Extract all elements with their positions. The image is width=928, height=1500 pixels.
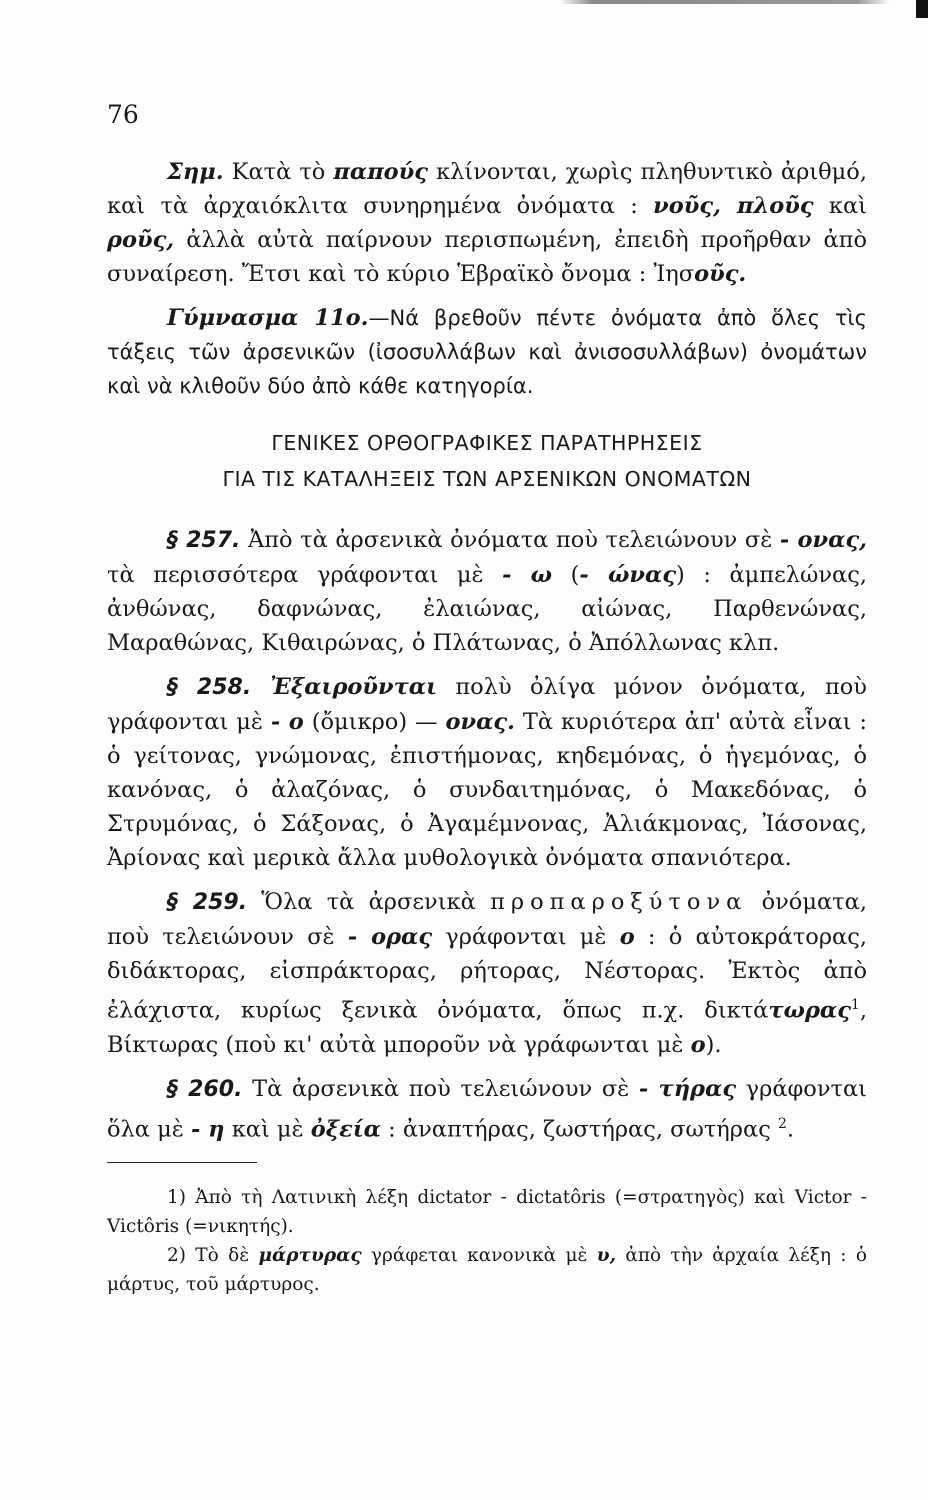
para-text: γράφονται μὲ	[432, 924, 620, 950]
exercise-paragraph	[107, 301, 867, 403]
section-number: § 258.	[167, 675, 252, 700]
para-emph: - η	[191, 1116, 225, 1142]
para-emph: - ονας,	[779, 527, 867, 553]
para-emph: τωρας	[768, 997, 851, 1024]
section-number: § 260.	[167, 1076, 243, 1102]
scan-edge	[560, 0, 890, 4]
para-text: Ἀπὸ τὰ ἀρσενικὰ ὀνόματα ποὺ τελειώνουν σὲ	[240, 527, 780, 553]
para-text: πολὺ ὀλίγα μόνον ὀνόματα, ποὺ γράφονται μὲ	[107, 674, 867, 735]
para-text: Ὅλα τὰ ἀρσενικὰ	[247, 889, 491, 915]
paragraph-257	[107, 523, 867, 660]
para-text: Τὰ κυριότερα ἀπ' αὐτὰ εἶναι : ὁ γείτονας, γνώμονας, ἐπιστήμονας, κηδεμόνας, ὁ ἡγεμόνας, ὁ κανόνας, ὁ ἀλαζόνας, ὁ συνδαιτημόνας, ὁ Μακεδόνας, ὁ Στρυμόνας, ὁ Σάξονας, ὁ Ἀγαμέμνονας, Ἀλιάκμονας, Ἰάσονας, Ἀρίονας καὶ μερικὰ ἄλλα μυθολογικὰ ὀνόματα σπανιότερα.	[107, 709, 867, 871]
footnote-ref: 1	[850, 997, 860, 1013]
para-spaced: προπαροξύτονα	[490, 889, 748, 915]
para-text: γράφονται ὅλα μὲ	[107, 1075, 867, 1142]
para-text: ) : ἀμπελώνας, ἀνθώνας, δαφνώνας, ἐλαιώνας, αἰώνας, Παρθενώνας, Μαραθώνας, Κιθαιρώνας, ὁ Πλάτωνας, ὁ Ἀπόλλωνας κλπ.	[107, 562, 867, 656]
heading-line-1: ΓΕΝΙΚΕΣ ΟΡΘΟΓΡΑΦΙΚΕΣ ΠΑΡΑΤΗΡΗΣΕΙΣ	[271, 431, 703, 455]
section-heading	[107, 425, 867, 497]
paragraph-258	[107, 670, 867, 875]
para-text: : ἀναπτήρας, ζωστήρας, σωτήρας	[381, 1116, 778, 1142]
footnote-divider	[107, 1162, 257, 1163]
para-text: .	[786, 1116, 795, 1142]
footnote-emph: υ,	[596, 1245, 617, 1266]
note-label: Σημ.	[167, 159, 224, 185]
footnote-1: 1) Ἀπὸ τὴ Λατινικὴ λέξη dictator - dictatôris (=στρατηγὸς) καὶ Victor - Victôris (=νικητής).	[107, 1187, 867, 1237]
para-text: (ὄμικρο) —	[303, 709, 446, 735]
footnote-text: γράφεται κανονικὰ μὲ	[361, 1245, 597, 1266]
page-number: 76	[107, 100, 139, 129]
paragraph-259	[107, 885, 867, 1062]
para-emph: - ω	[502, 562, 553, 588]
para-text: ὀνόματα, ποὺ τελειώνουν σὲ	[107, 889, 867, 950]
para-text: , Βίκτωρας (ποὺ κι' αὐτὰ μποροῦν νὰ γράφωνται μὲ	[107, 997, 867, 1058]
para-text: τὰ περισσότερα γράφονται μὲ	[107, 562, 503, 588]
para-emph: ο	[690, 1031, 706, 1058]
note-emph: ρoῦς,	[107, 227, 175, 253]
para-emph: - ώνας	[579, 562, 677, 588]
section-number: § 257.	[167, 528, 241, 553]
para-text: ).	[705, 1031, 722, 1058]
note-text: Κατὰ τὸ	[223, 159, 334, 185]
footnote-ref: 2	[777, 1115, 787, 1132]
note-text: καὶ	[813, 193, 867, 219]
para-text: (	[552, 562, 580, 588]
para-emph: ονας.	[445, 709, 515, 735]
para-emph: - ορας	[347, 924, 433, 950]
note-text: κλίνονται, χωρὶς πληθυντικὸ ἀριθμό, καὶ τὰ ἀρχαιόκλιτα συνηρημένα ὀνόματα :	[107, 159, 867, 219]
footnote-2	[107, 1241, 867, 1299]
footnote-text: 2) Τὸ δὲ	[167, 1245, 259, 1266]
para-emph: - ο	[270, 709, 304, 735]
para-emph: ο	[619, 924, 635, 950]
note-emph: παπούς	[333, 159, 428, 185]
exercise-text: —Νά βρεθοῦν πέντε ὀνόματα ἀπὸ ὅλες τὶς τάξεις τῶν ἀρσενικῶν (ἰσοσυλλάβων καὶ ἀνισοσυλλάβων) ὀνομάτων καὶ νὰ κλιθοῦν δύο ἀπὸ κάθε κατηγορία.	[107, 306, 867, 398]
para-text: Τὰ ἀρσενικὰ ποὺ τελειώνουν σὲ	[242, 1075, 639, 1102]
note-emph: οῦς.	[694, 261, 747, 287]
para-text: καὶ μὲ	[224, 1116, 311, 1142]
note-paragraph	[107, 155, 867, 291]
footnote-emph: μάρτυρας	[258, 1245, 362, 1266]
para-text: : ὁ αὐτοκράτορας, διδάκτορας, εἰσπράκτορας, ρήτορας, Νέστορας. Ἐκτὸς ἀπὸ ἐλάχιστα, κυρίως ξενικὰ ὀνόματα, ὅπως π.χ. δικτά	[107, 924, 867, 1024]
footnote-text: ἀπὸ τὴν ἀρχαία λέξη : ὁ μάρτυς, τοῦ μάρτυρος.	[107, 1245, 867, 1295]
note-emph: νοῦς, πλοῦς	[653, 193, 814, 219]
section-number: § 259.	[167, 890, 248, 915]
book-page	[107, 100, 867, 1299]
note-text: ἀλλὰ αὐτὰ παίρνουν περισπωμένη, ἐπειδὴ προῆρθαν ἀπὸ συναίρεση. Ἔτσι καὶ τὸ κύριο Ἑβραϊκὸ ὄνομα : Ἰησ	[107, 227, 867, 287]
exercise-label: Γύμνασμα 11ο.	[167, 305, 369, 331]
para-emph: - τήρας	[638, 1075, 737, 1102]
para-emph: ὀξεία	[310, 1116, 381, 1142]
para-emph: Ἐξαιροῦνται	[251, 674, 437, 700]
heading-line-2: ΓΙΑ ΤΙΣ ΚΑΤΑΛΗΞΕΙΣ ΤΩΝ ΑΡΣΕΝΙΚΩΝ ΟΝΟΜΑΤΩΝ	[222, 467, 752, 491]
paragraph-260	[107, 1072, 867, 1147]
scan-corner-mark	[916, 0, 928, 18]
